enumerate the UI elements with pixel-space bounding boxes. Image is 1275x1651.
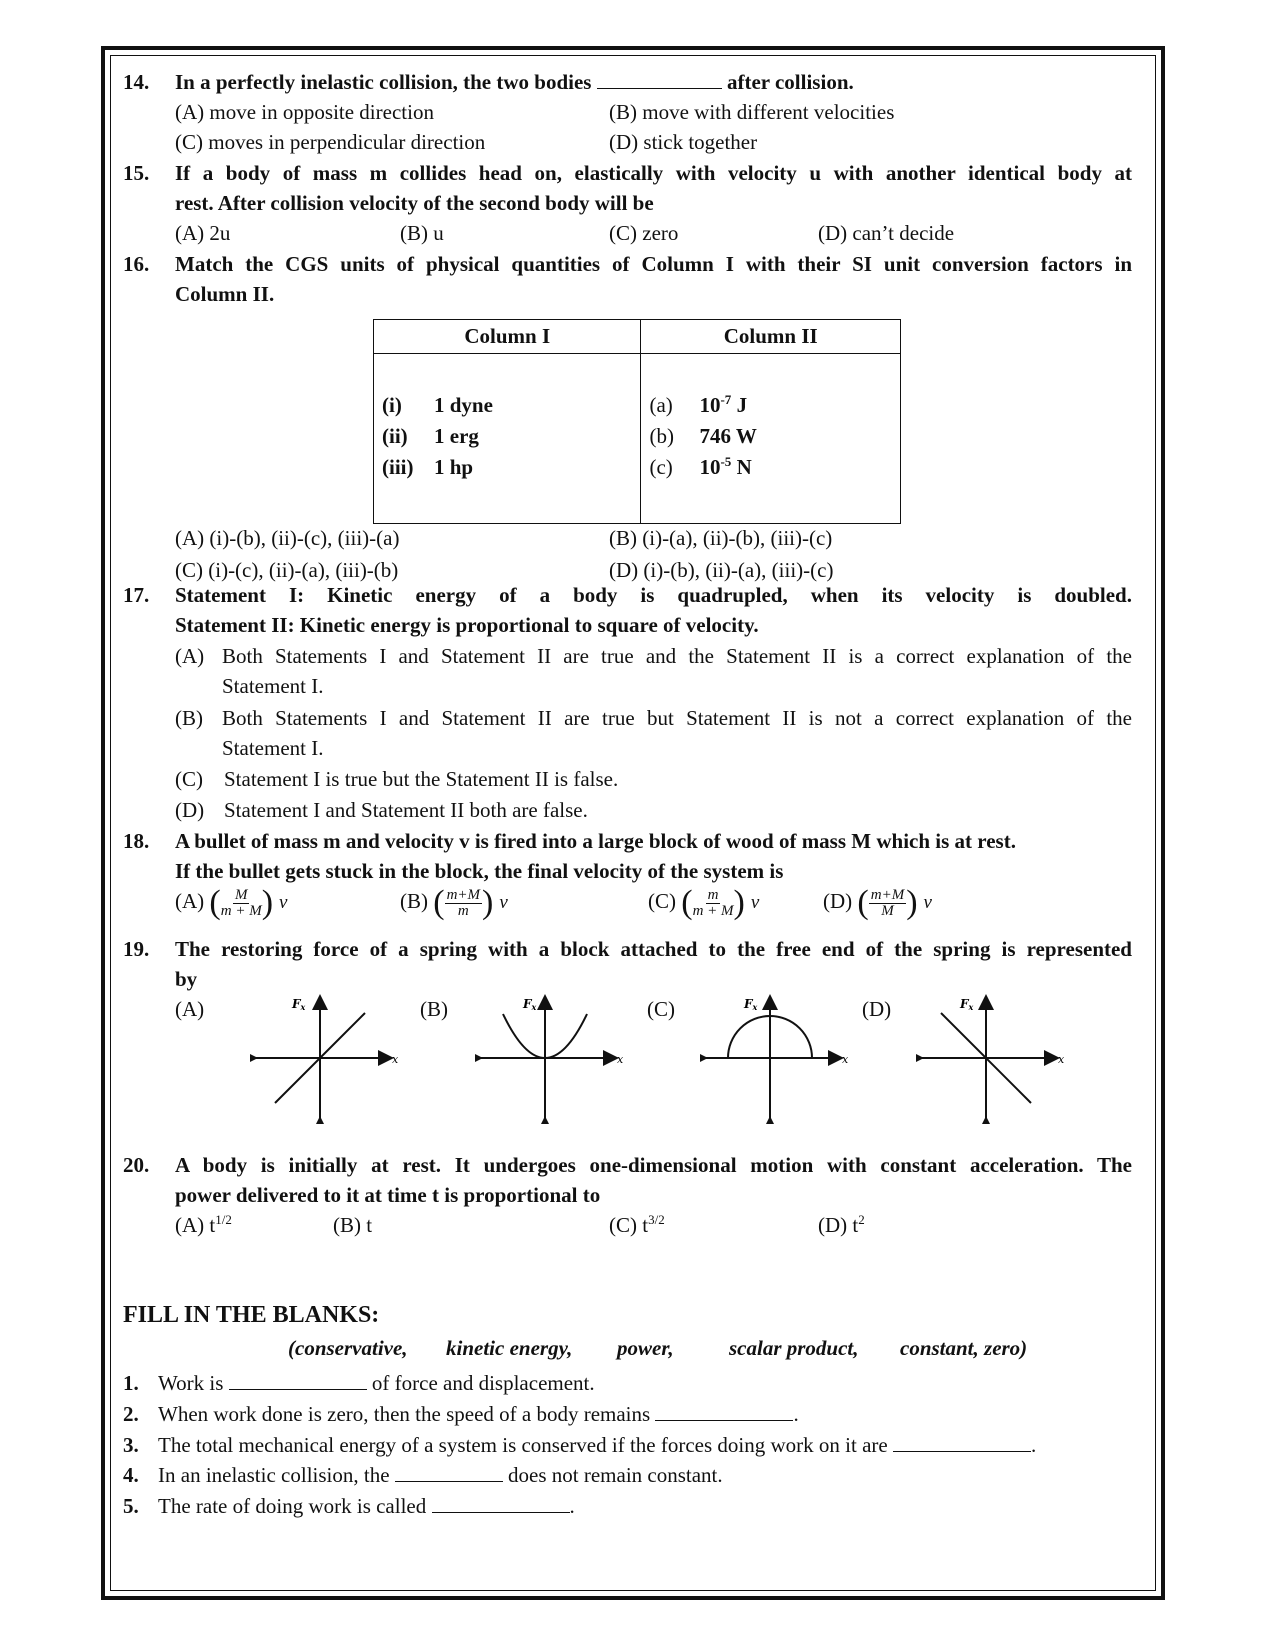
option: (B) (i)-(a), (ii)-(b), (iii)-(c) [609,526,833,550]
y-axis-label: Fx [292,997,306,1012]
x-axis-label: x [1058,1053,1065,1066]
answer-blank[interactable] [395,1463,503,1482]
column-header: Column II [641,320,901,354]
answer-blank[interactable] [655,1402,793,1421]
question-stem: A bullet of mass m and velocity v is fired into a large block of wood of mass M which is at rest. [175,829,1016,853]
question-stem: rest. After collision velocity of the second body will be [175,191,654,215]
option: (D) ( m+M M ) v [823,884,932,922]
word-bank-item: scalar product, [729,1336,859,1360]
statement-1: Statement I: Kinetic energy of a body is quadrupled, when its velocity is doubled. [175,583,1132,607]
answer-blank[interactable] [893,1433,1031,1452]
question-number: 17. [123,583,150,607]
x-axis-label: x [392,1053,399,1066]
question-stem: by [175,967,198,991]
match-table [373,319,901,524]
statement-2: Statement II: Kinetic energy is proportional to square of velocity. [175,613,759,637]
question-number: 15. [123,161,150,185]
question-stem: A body is initially at rest. It undergoes one-dimensional motion with constant acceleration. The [175,1153,1132,1177]
option: (A) $t^{1/2}$ [175,1212,232,1237]
graph-c [700,992,860,1124]
column-header: Column I [374,320,641,354]
graph-d [916,992,1076,1124]
item-number: 5. [123,1494,139,1518]
fill-item: In an inelastic collision, the does not remain constant. [158,1463,723,1487]
word-bank-item: power, [617,1336,674,1360]
option: (C) moves in perpendicular direction [175,130,486,154]
option-label: (C) [175,767,203,791]
item-number: 4. [123,1463,139,1487]
option-label: (B) [420,997,448,1021]
option: (B) ( m+M m ) v [400,884,508,922]
fill-item: The rate of doing work is called . [158,1494,575,1518]
y-axis-label: Fx [523,997,537,1012]
option-label: (C) [647,997,675,1021]
option: (B) t [333,1213,373,1237]
item-number: 1. [123,1371,139,1395]
item-number: 3. [123,1433,139,1457]
answer-blank [597,70,722,89]
option: Statement I is true but the Statement II is false. [224,767,619,791]
stem-part: after collision. [726,70,854,94]
table-row: (ii) 1 erg [382,424,479,448]
question-number: 19. [123,937,150,961]
option: (A) move in opposite direction [175,100,434,124]
option: (D) (i)-(b), (ii)-(a), (iii)-(c) [609,558,834,582]
item-number: 2. [123,1402,139,1426]
question-stem: Match the CGS units of physical quantities of Column I with their SI unit conversion factors in [175,252,1132,276]
fraction: ( m m + M ) [681,884,745,922]
fill-item: The total mechanical energy of a system is conserved if the forces doing work on it are . [158,1433,1037,1457]
stem-part: In a perfectly inelastic collision, the two bodies [175,70,592,94]
fraction: ( M m + M ) [209,884,274,922]
question-stem: The restoring force of a spring with a block attached to the free end of the spring is represented [175,937,1132,961]
fill-item: Work is of force and displacement. [158,1371,595,1395]
option: (D) can’t decide [818,221,955,245]
question-stem: power delivered to it at time t is proportional to [175,1183,601,1207]
fill-item: When work done is zero, then the speed of a body remains . [158,1402,799,1426]
option-label: (A) [175,644,205,668]
question-stem: If a body of mass m collides head on, elastically with velocity u with another identical body at [175,161,1132,185]
option: (C) zero [609,221,679,245]
table-row: (c) $10^{-5}$ N [649,454,752,479]
column-2-cell [641,354,901,524]
x-axis-label: x [842,1053,849,1066]
option-label: (B) [175,706,203,730]
option: Statement I. [222,674,324,698]
word-bank-item: (conservative, [288,1336,408,1360]
option: (A) ( M m + M ) v [175,884,288,922]
option: Statement I. [222,736,324,760]
table-row: (iii) 1 hp [382,455,474,479]
fraction: ( m+M m ) [433,884,494,922]
column-1-cell [374,354,641,524]
table-row: (i) 1 dyne [382,393,493,417]
question-number: 16. [123,252,150,276]
option: (A) (i)-(b), (ii)-(c), (iii)-(a) [175,526,400,550]
option: (C) (i)-(c), (ii)-(a), (iii)-(b) [175,558,399,582]
option: (C) $t^{3/2}$ [609,1212,665,1237]
table-row: (a) $10^{-7}$ J [649,392,748,417]
y-axis-label: Fx [960,997,974,1012]
option-label: (D) [175,798,205,822]
question-number: 18. [123,829,150,853]
answer-blank[interactable] [229,1371,367,1390]
option: (D) stick together [609,130,758,154]
x-axis-label: x [617,1053,624,1066]
option: (B) u [400,221,444,245]
table-row: (b) 746 W [649,424,757,448]
option: Both Statements I and Statement II are true and the Statement II is a correct explanation of the [222,644,1132,668]
question-stem [175,67,854,97]
question-number: 20. [123,1153,150,1177]
graph-b [475,992,635,1124]
option: (A) 2u [175,221,231,245]
question-stem: If the bullet gets stuck in the block, the final velocity of the system is [175,859,784,883]
fraction: ( m+M M ) [857,884,918,922]
option: Both Statements I and Statement II are true but Statement II is not a correct explanation of the [222,706,1132,730]
word-bank-item: constant, zero) [900,1336,1028,1360]
section-title: FILL IN THE BLANKS: [123,1302,380,1328]
option-label: (D) [862,997,892,1021]
option: (D) $t^2$ [818,1212,865,1237]
question-number: 14. [123,70,150,94]
option: (C) ( m m + M ) v [648,884,760,922]
option: Statement I and Statement II both are false. [224,798,588,822]
y-axis-label: Fx [744,997,758,1012]
graph-a [250,992,410,1124]
question-stem: Column II. [175,282,275,306]
word-bank-item: kinetic energy, [446,1336,573,1360]
option-label: (A) [175,997,205,1021]
option: (B) move with different velocities [609,100,895,124]
answer-blank[interactable] [432,1494,570,1513]
